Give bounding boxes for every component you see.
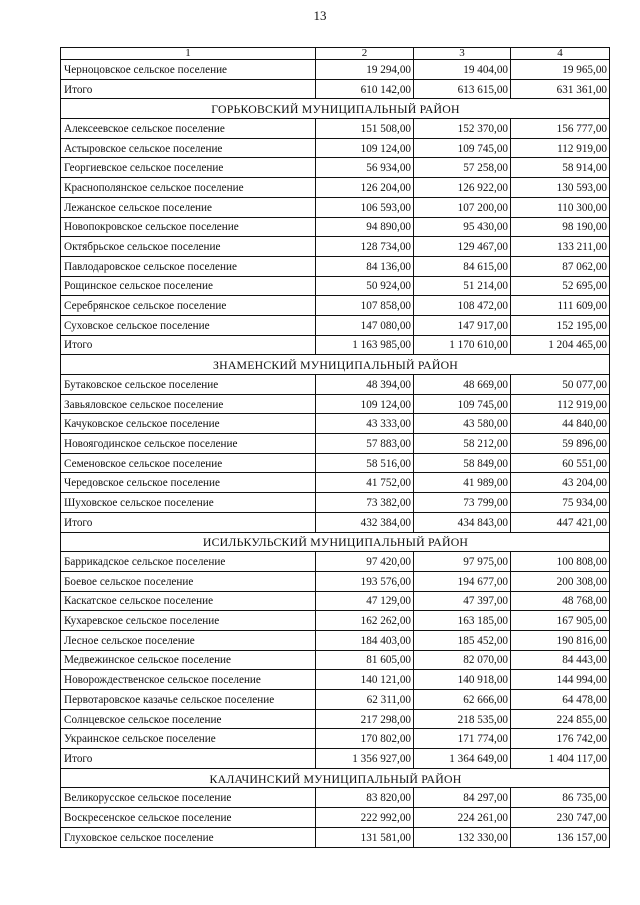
value-cell-col2: 41 752,00 bbox=[316, 473, 414, 493]
value-cell-col3: 140 918,00 bbox=[414, 670, 511, 690]
value-cell-col4: 59 896,00 bbox=[511, 434, 610, 454]
value-cell-col4: 111 609,00 bbox=[511, 296, 610, 316]
value-cell-col2: 147 080,00 bbox=[316, 315, 414, 335]
district-section-row bbox=[61, 768, 610, 788]
settlement-row bbox=[61, 276, 610, 296]
value-cell-col2: 50 924,00 bbox=[316, 276, 414, 296]
settlement-name-cell: Воскресенское сельское поселение bbox=[61, 808, 316, 828]
value-cell-col3: 84 297,00 bbox=[414, 788, 511, 808]
settlement-row bbox=[61, 571, 610, 591]
settlement-name-cell: Новопокровское сельское поселение bbox=[61, 217, 316, 237]
value-cell-col4: 447 421,00 bbox=[511, 512, 610, 532]
settlement-name-cell: Лежанское сельское поселение bbox=[61, 197, 316, 217]
settlement-name-cell: Новорождественское сельское поселение bbox=[61, 670, 316, 690]
value-cell-col3: 57 258,00 bbox=[414, 158, 511, 178]
value-cell-col3: 58 212,00 bbox=[414, 434, 511, 454]
district-section-title: ГОРЬКОВСКИЙ МУНИЦИПАЛЬНЫЙ РАЙОН bbox=[61, 99, 610, 119]
settlement-name-cell: Завьяловское сельское поселение bbox=[61, 394, 316, 414]
value-cell-col2: 109 124,00 bbox=[316, 394, 414, 414]
value-cell-col4: 130 593,00 bbox=[511, 178, 610, 198]
district-section-title: ЗНАМЕНСКИЙ МУНИЦИПАЛЬНЫЙ РАЙОН bbox=[61, 355, 610, 375]
value-cell-col4: 133 211,00 bbox=[511, 237, 610, 257]
settlement-name-cell: Глуховское сельское поселение bbox=[61, 827, 316, 847]
settlement-row bbox=[61, 670, 610, 690]
value-cell-col3: 434 843,00 bbox=[414, 512, 511, 532]
value-cell-col2: 128 734,00 bbox=[316, 237, 414, 257]
value-cell-col3: 82 070,00 bbox=[414, 650, 511, 670]
settlement-row bbox=[61, 256, 610, 276]
settlement-name-cell: Павлодаровское сельское поселение bbox=[61, 256, 316, 276]
value-cell-col2: 170 802,00 bbox=[316, 729, 414, 749]
settlement-name-cell: Астыровское сельское поселение bbox=[61, 138, 316, 158]
district-section-row bbox=[61, 532, 610, 552]
value-cell-col2: 107 858,00 bbox=[316, 296, 414, 316]
value-cell-col4: 52 695,00 bbox=[511, 276, 610, 296]
value-cell-col3: 51 214,00 bbox=[414, 276, 511, 296]
settlement-row bbox=[61, 237, 610, 257]
settlement-name-cell: Великорусское сельское поселение bbox=[61, 788, 316, 808]
total-row bbox=[61, 749, 610, 769]
value-cell-col2: 131 581,00 bbox=[316, 827, 414, 847]
value-cell-col4: 136 157,00 bbox=[511, 827, 610, 847]
settlement-row bbox=[61, 630, 610, 650]
settlement-name-cell: Семеновское сельское поселение bbox=[61, 453, 316, 473]
value-cell-col3: 58 849,00 bbox=[414, 453, 511, 473]
value-cell-col3: 129 467,00 bbox=[414, 237, 511, 257]
settlement-row bbox=[61, 434, 610, 454]
value-cell-col2: 56 934,00 bbox=[316, 158, 414, 178]
value-cell-col4: 87 062,00 bbox=[511, 256, 610, 276]
value-cell-col4: 60 551,00 bbox=[511, 453, 610, 473]
value-cell-col2: 106 593,00 bbox=[316, 197, 414, 217]
settlement-name-cell: Украинское сельское поселение bbox=[61, 729, 316, 749]
value-cell-col3: 48 669,00 bbox=[414, 375, 511, 395]
value-cell-col2: 62 311,00 bbox=[316, 690, 414, 710]
settlement-name-cell: Краснополянское сельское поселение bbox=[61, 178, 316, 198]
settlement-row bbox=[61, 158, 610, 178]
settlement-name-cell: Итого bbox=[61, 512, 316, 532]
column-number-4: 4 bbox=[511, 48, 610, 60]
value-cell-col3: 194 677,00 bbox=[414, 571, 511, 591]
settlement-name-cell: Новоягодинское сельское поселение bbox=[61, 434, 316, 454]
settlement-name-cell: Суховское сельское поселение bbox=[61, 315, 316, 335]
value-cell-col3: 97 975,00 bbox=[414, 552, 511, 572]
settlement-row bbox=[61, 197, 610, 217]
value-cell-col3: 185 452,00 bbox=[414, 630, 511, 650]
value-cell-col3: 152 370,00 bbox=[414, 119, 511, 139]
value-cell-col3: 132 330,00 bbox=[414, 827, 511, 847]
settlement-name-cell: Каскатское сельское поселение bbox=[61, 591, 316, 611]
value-cell-col4: 98 190,00 bbox=[511, 217, 610, 237]
value-cell-col2: 151 508,00 bbox=[316, 119, 414, 139]
settlement-row bbox=[61, 650, 610, 670]
value-cell-col2: 94 890,00 bbox=[316, 217, 414, 237]
value-cell-col3: 109 745,00 bbox=[414, 394, 511, 414]
settlement-row bbox=[61, 591, 610, 611]
value-cell-col3: 43 580,00 bbox=[414, 414, 511, 434]
settlement-row bbox=[61, 138, 610, 158]
value-cell-col3: 62 666,00 bbox=[414, 690, 511, 710]
value-cell-col3: 171 774,00 bbox=[414, 729, 511, 749]
value-cell-col2: 126 204,00 bbox=[316, 178, 414, 198]
settlement-name-cell: Черноцовское сельское поселение bbox=[61, 60, 316, 80]
settlement-row bbox=[61, 60, 610, 80]
value-cell-col3: 1 170 610,00 bbox=[414, 335, 511, 355]
value-cell-col4: 156 777,00 bbox=[511, 119, 610, 139]
settlement-name-cell: Лесное сельское поселение bbox=[61, 630, 316, 650]
settlement-row bbox=[61, 394, 610, 414]
value-cell-col3: 1 364 649,00 bbox=[414, 749, 511, 769]
total-row bbox=[61, 79, 610, 99]
value-cell-col2: 57 883,00 bbox=[316, 434, 414, 454]
value-cell-col4: 19 965,00 bbox=[511, 60, 610, 80]
value-cell-col3: 108 472,00 bbox=[414, 296, 511, 316]
settlement-name-cell: Медвежинское сельское поселение bbox=[61, 650, 316, 670]
value-cell-col4: 44 840,00 bbox=[511, 414, 610, 434]
settlement-row bbox=[61, 493, 610, 513]
value-cell-col4: 631 361,00 bbox=[511, 79, 610, 99]
value-cell-col4: 84 443,00 bbox=[511, 650, 610, 670]
settlement-name-cell: Первотаровское казачье сельское поселение bbox=[61, 690, 316, 710]
value-cell-col4: 144 994,00 bbox=[511, 670, 610, 690]
district-section-title: ИСИЛЬКУЛЬСКИЙ МУНИЦИПАЛЬНЫЙ РАЙОН bbox=[61, 532, 610, 552]
value-cell-col4: 112 919,00 bbox=[511, 394, 610, 414]
value-cell-col2: 97 420,00 bbox=[316, 552, 414, 572]
settlement-row bbox=[61, 552, 610, 572]
value-cell-col4: 75 934,00 bbox=[511, 493, 610, 513]
value-cell-col4: 100 808,00 bbox=[511, 552, 610, 572]
settlement-row bbox=[61, 827, 610, 847]
value-cell-col3: 147 917,00 bbox=[414, 315, 511, 335]
settlement-name-cell: Бутаковское сельское поселение bbox=[61, 375, 316, 395]
value-cell-col4: 64 478,00 bbox=[511, 690, 610, 710]
value-cell-col2: 81 605,00 bbox=[316, 650, 414, 670]
value-cell-col2: 83 820,00 bbox=[316, 788, 414, 808]
budget-table bbox=[60, 47, 610, 848]
settlement-name-cell: Рощинское сельское поселение bbox=[61, 276, 316, 296]
value-cell-col4: 152 195,00 bbox=[511, 315, 610, 335]
value-cell-col3: 218 535,00 bbox=[414, 709, 511, 729]
settlement-row bbox=[61, 375, 610, 395]
settlement-row bbox=[61, 690, 610, 710]
settlement-row bbox=[61, 119, 610, 139]
settlement-row bbox=[61, 709, 610, 729]
value-cell-col4: 190 816,00 bbox=[511, 630, 610, 650]
value-cell-col4: 167 905,00 bbox=[511, 611, 610, 631]
value-cell-col4: 58 914,00 bbox=[511, 158, 610, 178]
value-cell-col4: 43 204,00 bbox=[511, 473, 610, 493]
value-cell-col4: 200 308,00 bbox=[511, 571, 610, 591]
value-cell-col4: 224 855,00 bbox=[511, 709, 610, 729]
district-section-row bbox=[61, 99, 610, 119]
district-section-row bbox=[61, 355, 610, 375]
value-cell-col3: 95 430,00 bbox=[414, 217, 511, 237]
value-cell-col2: 19 294,00 bbox=[316, 60, 414, 80]
settlement-row bbox=[61, 473, 610, 493]
value-cell-col2: 222 992,00 bbox=[316, 808, 414, 828]
value-cell-col2: 47 129,00 bbox=[316, 591, 414, 611]
settlement-name-cell: Итого bbox=[61, 79, 316, 99]
settlement-name-cell: Итого bbox=[61, 335, 316, 355]
settlement-name-cell: Солнцевское сельское поселение bbox=[61, 709, 316, 729]
settlement-name-cell: Качуковское сельское поселение bbox=[61, 414, 316, 434]
value-cell-col4: 110 300,00 bbox=[511, 197, 610, 217]
value-cell-col2: 43 333,00 bbox=[316, 414, 414, 434]
value-cell-col3: 613 615,00 bbox=[414, 79, 511, 99]
settlement-name-cell: Чередовское сельское поселение bbox=[61, 473, 316, 493]
value-cell-col2: 58 516,00 bbox=[316, 453, 414, 473]
value-cell-col4: 176 742,00 bbox=[511, 729, 610, 749]
value-cell-col2: 432 384,00 bbox=[316, 512, 414, 532]
value-cell-col3: 84 615,00 bbox=[414, 256, 511, 276]
settlement-row bbox=[61, 315, 610, 335]
value-cell-col2: 1 163 985,00 bbox=[316, 335, 414, 355]
value-cell-col2: 162 262,00 bbox=[316, 611, 414, 631]
settlement-row bbox=[61, 453, 610, 473]
total-row bbox=[61, 335, 610, 355]
value-cell-col3: 109 745,00 bbox=[414, 138, 511, 158]
settlement-row bbox=[61, 729, 610, 749]
settlement-row bbox=[61, 808, 610, 828]
value-cell-col4: 50 077,00 bbox=[511, 375, 610, 395]
value-cell-col2: 140 121,00 bbox=[316, 670, 414, 690]
value-cell-col2: 217 298,00 bbox=[316, 709, 414, 729]
settlement-name-cell: Итого bbox=[61, 749, 316, 769]
column-number-2: 2 bbox=[316, 48, 414, 60]
budget-table-body bbox=[61, 48, 610, 848]
value-cell-col3: 47 397,00 bbox=[414, 591, 511, 611]
value-cell-col3: 107 200,00 bbox=[414, 197, 511, 217]
settlement-name-cell: Георгиевское сельское поселение bbox=[61, 158, 316, 178]
value-cell-col4: 1 404 117,00 bbox=[511, 749, 610, 769]
value-cell-col3: 224 261,00 bbox=[414, 808, 511, 828]
settlement-row bbox=[61, 178, 610, 198]
total-row bbox=[61, 512, 610, 532]
settlement-row bbox=[61, 296, 610, 316]
settlement-name-cell: Шуховское сельское поселение bbox=[61, 493, 316, 513]
value-cell-col3: 126 922,00 bbox=[414, 178, 511, 198]
value-cell-col4: 86 735,00 bbox=[511, 788, 610, 808]
settlement-name-cell: Серебрянское сельское поселение bbox=[61, 296, 316, 316]
value-cell-col4: 1 204 465,00 bbox=[511, 335, 610, 355]
value-cell-col3: 19 404,00 bbox=[414, 60, 511, 80]
value-cell-col3: 41 989,00 bbox=[414, 473, 511, 493]
district-section-title: КАЛАЧИНСКИЙ МУНИЦИПАЛЬНЫЙ РАЙОН bbox=[61, 768, 610, 788]
page-number: 13 bbox=[313, 8, 327, 23]
value-cell-col4: 230 747,00 bbox=[511, 808, 610, 828]
value-cell-col2: 610 142,00 bbox=[316, 79, 414, 99]
value-cell-col4: 48 768,00 bbox=[511, 591, 610, 611]
value-cell-col4: 112 919,00 bbox=[511, 138, 610, 158]
settlement-row bbox=[61, 611, 610, 631]
value-cell-col2: 73 382,00 bbox=[316, 493, 414, 513]
settlement-row bbox=[61, 788, 610, 808]
value-cell-col2: 1 356 927,00 bbox=[316, 749, 414, 769]
settlement-name-cell: Кухаревское сельское поселение bbox=[61, 611, 316, 631]
column-number-3: 3 bbox=[414, 48, 511, 60]
settlement-name-cell: Алексеевское сельское поселение bbox=[61, 119, 316, 139]
settlement-row bbox=[61, 217, 610, 237]
value-cell-col3: 163 185,00 bbox=[414, 611, 511, 631]
value-cell-col2: 48 394,00 bbox=[316, 375, 414, 395]
value-cell-col2: 84 136,00 bbox=[316, 256, 414, 276]
value-cell-col2: 193 576,00 bbox=[316, 571, 414, 591]
settlement-name-cell: Октябрьское сельское поселение bbox=[61, 237, 316, 257]
settlement-row bbox=[61, 414, 610, 434]
value-cell-col2: 109 124,00 bbox=[316, 138, 414, 158]
column-number-1: 1 bbox=[61, 48, 316, 60]
settlement-name-cell: Баррикадское сельское поселение bbox=[61, 552, 316, 572]
settlement-name-cell: Боевое сельское поселение bbox=[61, 571, 316, 591]
column-number-header-row bbox=[61, 48, 610, 60]
value-cell-col2: 184 403,00 bbox=[316, 630, 414, 650]
value-cell-col3: 73 799,00 bbox=[414, 493, 511, 513]
